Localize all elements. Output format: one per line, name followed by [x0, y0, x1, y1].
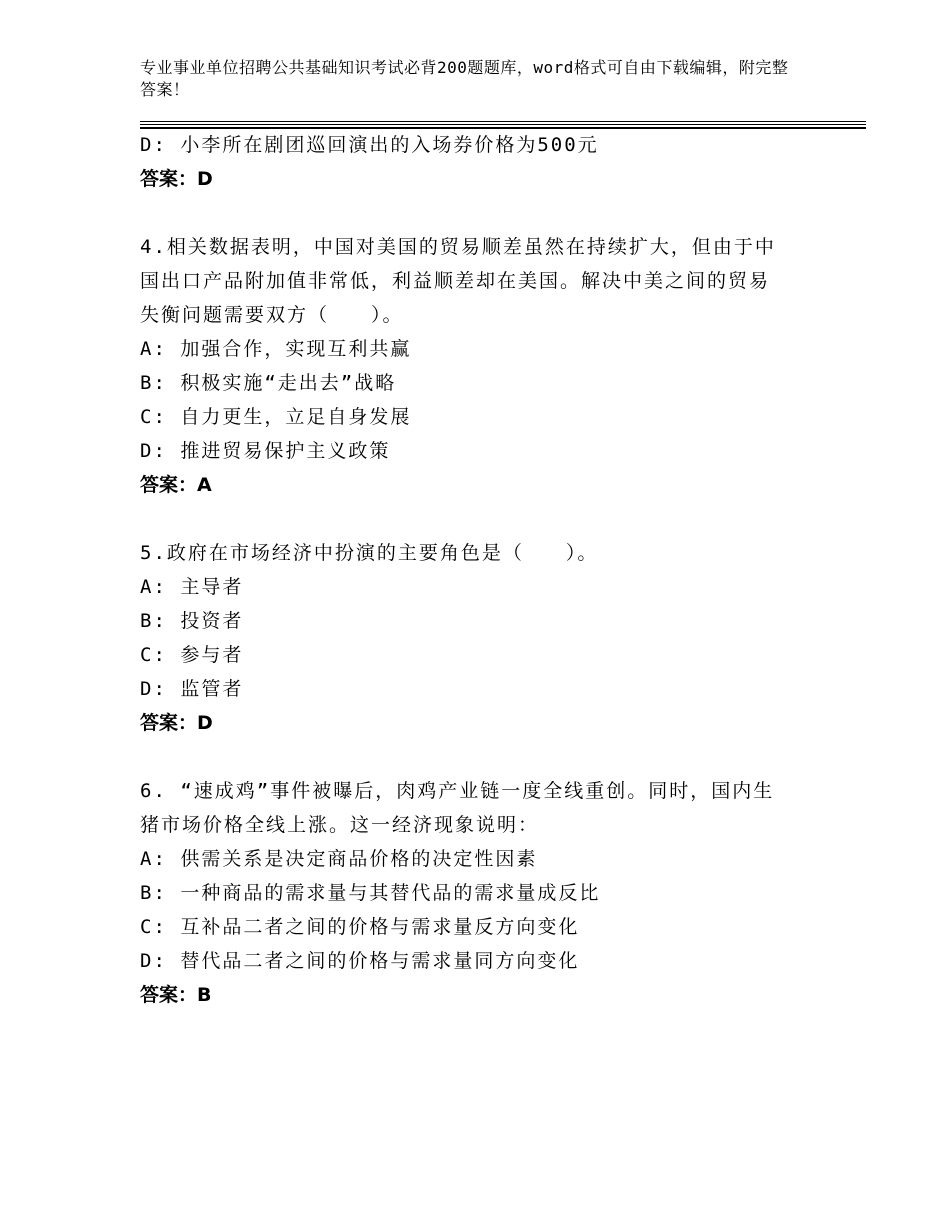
- question-stem-line: 4.相关数据表明，中国对美国的贸易顺差虽然在持续扩大，但由于中: [140, 236, 776, 258]
- question-stem-line: 5.政府在市场经济中扮演的主要角色是（ ）。: [140, 542, 599, 564]
- spacer: [140, 196, 830, 230]
- previous-question-tail: [140, 128, 830, 196]
- header-divider-line: [140, 121, 866, 122]
- question-stem-line: 猪市场价格全线上涨。这一经济现象说明：: [140, 814, 540, 836]
- question-5: [140, 536, 830, 740]
- question-content: [140, 128, 830, 1012]
- option-b: B: 积极实施“走出去”战略: [140, 372, 397, 394]
- answer-line: 答案：A: [140, 474, 212, 496]
- option-a: A: 供需关系是决定商品价格的决定性因素: [140, 848, 538, 870]
- question-4: [140, 230, 830, 502]
- option-c: C: 互补品二者之间的价格与需求量反方向变化: [140, 916, 580, 938]
- question-stem-line: 国出口产品附加值非常低，利益顺差却在美国。解决中美之间的贸易: [140, 270, 771, 292]
- question-stem-line: 6. “速成鸡”事件被曝后，肉鸡产业链一度全线重创。同时，国内生: [140, 780, 775, 802]
- spacer: [140, 502, 830, 536]
- option-c: C: 自力更生，立足自身发展: [140, 406, 412, 428]
- option-b: B: 投资者: [140, 610, 244, 632]
- question-6: [140, 774, 830, 1012]
- option-a: A: 主导者: [140, 576, 244, 598]
- option-d: D: 推进贸易保护主义政策: [140, 440, 391, 462]
- option-b: B: 一种商品的需求量与其替代品的需求量成反比: [140, 882, 601, 904]
- option-d: D: 监管者: [140, 678, 244, 700]
- header-divider-line: [140, 124, 866, 125]
- question-stem-line: 失衡问题需要双方（ ）。: [140, 304, 404, 326]
- option-a: A: 加强合作，实现互利共赢: [140, 338, 412, 360]
- option-d: D: 小李所在剧团巡回演出的入场券价格为500元: [140, 134, 599, 156]
- page-header: 专业事业单位招聘公共基础知识考试必背200题题库，word格式可自由下载编辑，附完整答案！: [140, 58, 789, 99]
- answer-line: 答案：D: [140, 712, 213, 734]
- answer-line: 答案：D: [140, 168, 213, 190]
- option-c: C: 参与者: [140, 644, 244, 666]
- answer-line: 答案：B: [140, 984, 212, 1006]
- spacer: [140, 740, 830, 774]
- option-d: D: 替代品二者之间的价格与需求量同方向变化: [140, 950, 580, 972]
